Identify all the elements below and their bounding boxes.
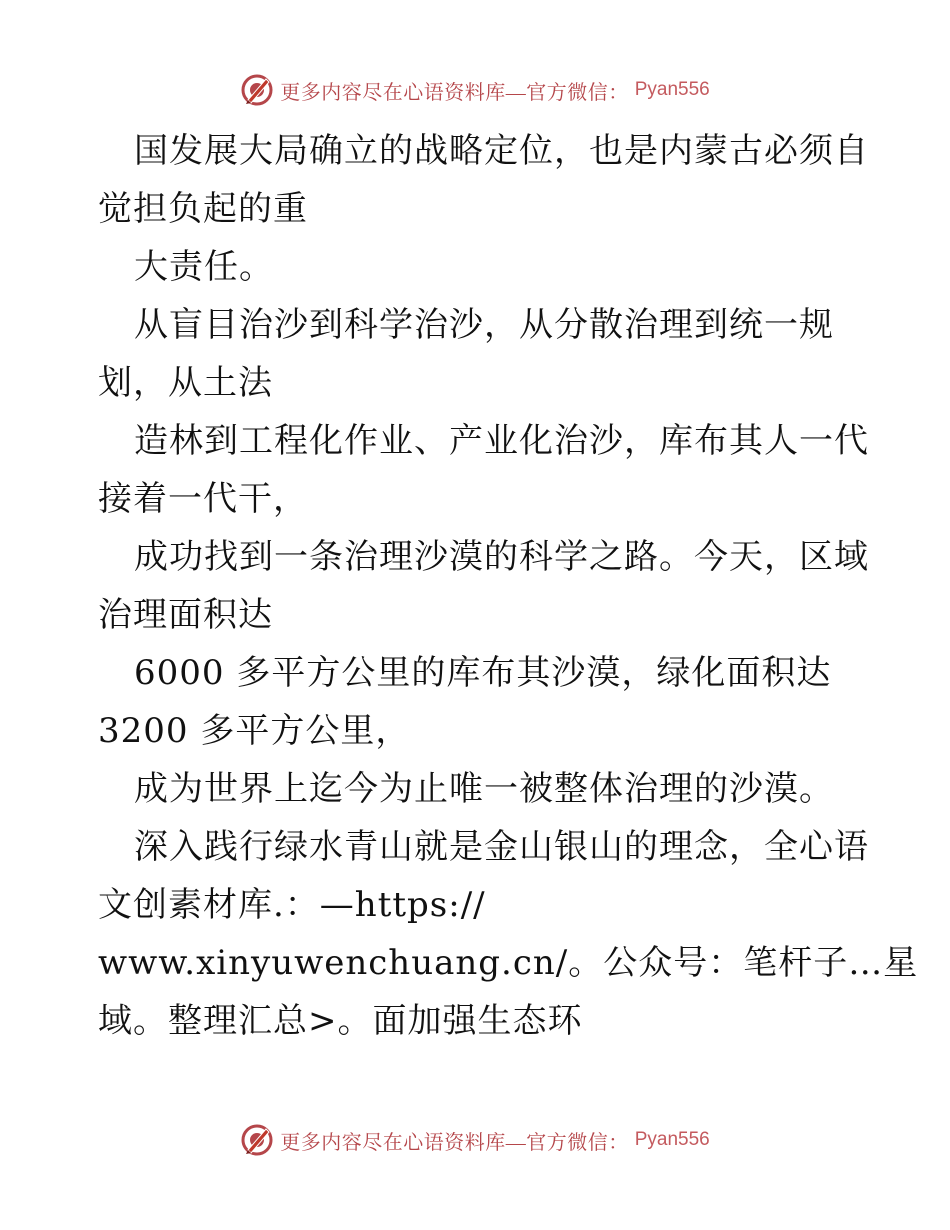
watermark-wechat-id: Pyan556 [634, 1129, 710, 1150]
text-line: 大责任。 [134, 247, 274, 287]
pen-logo-icon [240, 1123, 274, 1157]
text-line: 域。整理汇总>。面加强生态环 [98, 1001, 583, 1041]
text-line: 6000 多平方公里的库布其沙漠，绿化面积达 [134, 653, 832, 693]
footer-watermark [0, 1120, 950, 1160]
pen-logo-icon [240, 73, 274, 107]
watermark-wechat-id: Pyan556 [634, 79, 710, 100]
text-line: 觉担负起的重 [98, 189, 308, 229]
watermark-text: 更多内容尽在心语资料库—官方微信： [280, 81, 629, 104]
text-line: 文创素材库.：—https:// [98, 885, 486, 925]
text-line: 成为世界上迄今为止唯一被整体治理的沙漠。 [134, 769, 834, 809]
text-line: 从盲目治沙到科学治沙，从分散治理到统一规 [134, 305, 834, 345]
watermark-text: 更多内容尽在心语资料库—官方微信： [280, 1131, 629, 1154]
text-line: 造林到工程化作业、产业化治沙，库布其人一代 [134, 421, 869, 461]
text-line: 国发展大局确立的战略定位，也是内蒙古必须自 [134, 131, 869, 171]
header-watermark [0, 70, 950, 110]
text-line: 成功找到一条治理沙漠的科学之路。今天，区域 [134, 537, 869, 577]
document-body [98, 122, 919, 1050]
text-line: 深入践行绿水青山就是金山银山的理念，全心语 [134, 827, 869, 867]
text-line: 接着一代干， [98, 479, 308, 519]
text-line: 3200 多平方公里， [98, 711, 411, 751]
text-line: 划，从土法 [98, 363, 273, 403]
text-line: www.xinyuwenchuang.cn/。公众号：笔杆子…星 [98, 943, 919, 983]
text-line: 治理面积达 [98, 595, 273, 635]
